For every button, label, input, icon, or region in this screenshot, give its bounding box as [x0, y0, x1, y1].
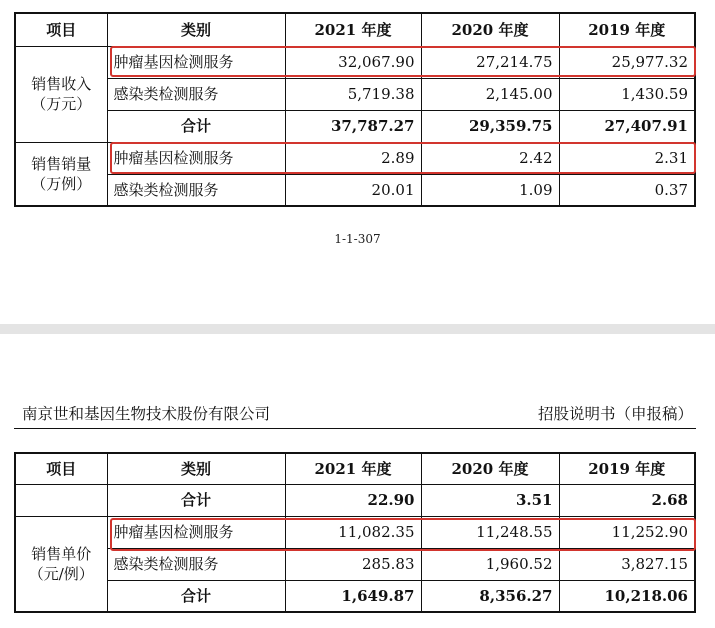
category-cell: 感染类检测服务 — [107, 174, 285, 206]
value-2019: 11,252.90 — [559, 516, 695, 548]
page-separator — [0, 324, 715, 334]
group-label-sales-volume — [15, 142, 107, 206]
header-item: 项目 — [15, 13, 107, 46]
value-2021: 285.83 — [285, 548, 421, 580]
group-label-unit-price — [15, 516, 107, 612]
header-rule — [14, 428, 696, 429]
value-2020: 2.42 — [421, 142, 559, 174]
table-header-row — [15, 13, 695, 46]
group-label-line2: （万例） — [31, 174, 92, 193]
total-label: 合计 — [107, 580, 285, 612]
header-category: 类别 — [107, 453, 285, 484]
table-row — [15, 548, 695, 580]
sales-data-table-1 — [14, 12, 696, 207]
value-2021: 2.89 — [285, 142, 421, 174]
group-label-line1: 销售收入 — [31, 74, 92, 93]
category-cell: 肿瘤基因检测服务 — [107, 46, 285, 78]
header-2019: 2019 年度 — [559, 453, 695, 484]
value-2021: 32,067.90 — [285, 46, 421, 78]
header-2020: 2020 年度 — [421, 13, 559, 46]
table-row-total — [15, 580, 695, 612]
table-row-total — [15, 484, 695, 516]
value-2021: 20.01 — [285, 174, 421, 206]
category-cell: 感染类检测服务 — [107, 78, 285, 110]
value-2019: 0.37 — [559, 174, 695, 206]
value-2020: 3.51 — [421, 484, 559, 516]
value-2021: 5,719.38 — [285, 78, 421, 110]
category-cell: 肿瘤基因检测服务 — [107, 516, 285, 548]
page-number: 1-1-307 — [334, 232, 381, 246]
value-2021: 37,787.27 — [285, 110, 421, 142]
total-label: 合计 — [107, 484, 285, 516]
table-row — [15, 78, 695, 110]
header-item: 项目 — [15, 453, 107, 484]
category-cell: 感染类检测服务 — [107, 548, 285, 580]
value-2020: 1.09 — [421, 174, 559, 206]
value-2020: 1,960.52 — [421, 548, 559, 580]
value-2019: 1,430.59 — [559, 78, 695, 110]
total-label: 合计 — [107, 110, 285, 142]
table-row — [15, 516, 695, 548]
table-row-total — [15, 110, 695, 142]
value-2021: 1,649.87 — [285, 580, 421, 612]
empty-group-cell — [15, 484, 107, 516]
value-2021: 22.90 — [285, 484, 421, 516]
value-2019: 10,218.06 — [559, 580, 695, 612]
group-label-line2: （元/例） — [28, 564, 94, 583]
document-title: 招股说明书（申报稿） — [537, 405, 693, 423]
header-2019: 2019 年度 — [559, 13, 695, 46]
header-category: 类别 — [107, 13, 285, 46]
value-2020: 2,145.00 — [421, 78, 559, 110]
company-name: 南京世和基因生物技术股份有限公司 — [22, 405, 271, 423]
group-label-line1: 销售单价 — [31, 544, 92, 563]
value-2020: 8,356.27 — [421, 580, 559, 612]
header-2021: 2021 年度 — [285, 453, 421, 484]
value-2020: 29,359.75 — [421, 110, 559, 142]
table-row — [15, 46, 695, 78]
value-2019: 25,977.32 — [559, 46, 695, 78]
header-2020: 2020 年度 — [421, 453, 559, 484]
table-row — [15, 142, 695, 174]
sales-data-table-2 — [14, 452, 696, 613]
table-header-row — [15, 453, 695, 484]
value-2020: 27,214.75 — [421, 46, 559, 78]
value-2019: 2.31 — [559, 142, 695, 174]
value-2019: 2.68 — [559, 484, 695, 516]
header-2021: 2021 年度 — [285, 13, 421, 46]
category-cell: 肿瘤基因检测服务 — [107, 142, 285, 174]
value-2019: 3,827.15 — [559, 548, 695, 580]
value-2019: 27,407.91 — [559, 110, 695, 142]
value-2021: 11,082.35 — [285, 516, 421, 548]
group-label-line2: （万元） — [31, 95, 92, 113]
table-row — [15, 174, 695, 206]
value-2020: 11,248.55 — [421, 516, 559, 548]
group-label-sales-revenue — [15, 46, 107, 142]
group-label-line1: 销售销量 — [31, 154, 92, 173]
